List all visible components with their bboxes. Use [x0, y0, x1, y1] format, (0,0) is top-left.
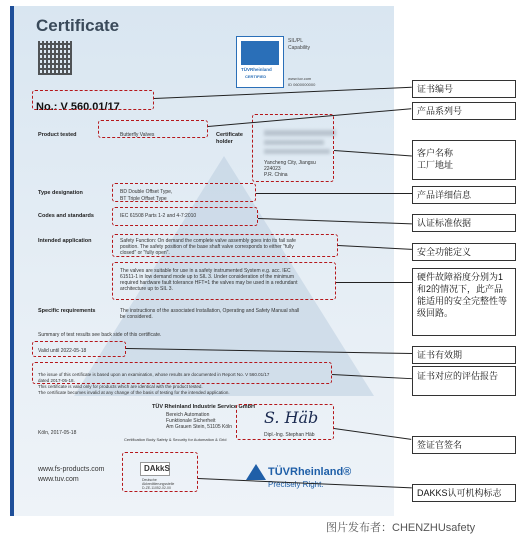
callout-report: 证书对应的评估报告: [412, 366, 516, 396]
holder-city: Yancheng City, Jiangsu: [264, 160, 316, 166]
issuer-line-1: Bereich Automation: [166, 412, 210, 418]
annotation-codes: [112, 207, 258, 226]
tuv-logo-icon: [246, 464, 266, 480]
website-2: www.tuv.com: [38, 476, 79, 483]
seal-brand: TÜVRheinland: [241, 67, 272, 72]
annotation-dakks: [122, 452, 198, 492]
tuv-seal-icon: [241, 41, 279, 65]
certificate-document: [10, 6, 394, 516]
annotation-product: [98, 120, 208, 138]
certificate-number: No.: V 560.01/17: [36, 101, 120, 113]
intended-value-3: closed" or "fully open".: [120, 250, 170, 256]
suitable-1: The valves are suitable for use in a safety instrumented System e.g. acc. IEC: [120, 268, 291, 274]
tuv-slogan: Precisely Right.: [268, 480, 324, 489]
dakks-sub-3: D-ZE-11052-02-00: [142, 486, 171, 490]
tuv-brand: TÜVRheinland®: [268, 466, 352, 478]
suitable-2: 61511-1 in low demand mode up to SIL 3. Under consideration of the minimum: [120, 274, 294, 280]
callout-standards: 认证标准依据: [412, 214, 516, 232]
issuer-line-3: Am Grauen Stein, 51105 Köln: [166, 424, 233, 430]
issue-text-2: dated 2017-05-18.: [38, 378, 75, 383]
annotation-valid: [32, 341, 126, 357]
place-date: Köln, 2017-05-18: [38, 430, 77, 436]
issue-text-1: The issue of this certificate is based upon an examination, whose results are documented in Report No. V 560.01/17: [38, 372, 270, 377]
publisher-footer: 图片发布者：CHENZHUsafety: [326, 522, 476, 534]
annotation-intended: [112, 234, 338, 257]
callout-signature: 签证官签名: [412, 436, 516, 454]
holder-country: P.R. China: [264, 172, 288, 178]
issue-text-3: This certificate is valid only for products which are identical with the product tested.: [38, 384, 203, 389]
holder-zip: 224023: [264, 166, 281, 172]
annotation-signature: [236, 404, 334, 440]
type-label: Type designation: [38, 190, 83, 196]
specific-label: Specific requirements: [38, 308, 96, 314]
codes-value: IEC 61508 Parts 1-2 and 4-7:2010: [120, 213, 197, 219]
annotation-report: [32, 362, 332, 384]
summary-text: Summary of test results see back side of this certificate.: [38, 332, 162, 338]
connector-type: [256, 193, 412, 194]
seal-text-1: SIL/PL: [288, 38, 304, 44]
intended-value-1: Safety Function: On demand the complete valve assembly goes into its fail safe: [120, 238, 296, 244]
dakks-text: DAkkS: [144, 464, 170, 473]
body-line: Certification Body Safety & Security for Automation & Grid: [124, 437, 227, 442]
callout-product-series: 产品系列号: [412, 102, 516, 120]
issue-text-4: The certificate becomes invalid at any change of the basis of testing for the intended application.: [38, 390, 230, 395]
seal-text-2: Capability: [288, 45, 310, 51]
callout-product-details: 产品详细信息: [412, 186, 516, 204]
specific-value-2: be considered.: [120, 314, 153, 320]
issuer-line-2: Funktionale Sicherheit: [166, 418, 216, 424]
tuv-certified-seal: [236, 36, 284, 88]
valid-until: Valid until 2022-05-18: [38, 348, 87, 354]
annotation-suitable: [112, 262, 336, 300]
product-tested-label: Product tested: [38, 132, 77, 138]
annotation-holder: [252, 114, 334, 182]
seal-url: www.tuv.com: [288, 76, 312, 81]
suitable-3: required hardware fault tolerance HFT=1 the valves may be used in a redundant: [120, 280, 298, 286]
connector-suitable: [336, 282, 412, 283]
type-value-2: BT Triple Offset Type: [120, 196, 167, 202]
holder-label: Certificate holder: [216, 132, 243, 145]
suitable-4: architecture up to SIL 3.: [120, 286, 173, 292]
qr-code-icon: [38, 41, 72, 75]
callout-customer: 客户名称 工厂地址: [412, 140, 516, 180]
type-value-1: BD Double Offset Type,: [120, 189, 173, 195]
signature: S. Häb: [264, 408, 319, 427]
dakks-sub-2: Akkreditierungsstelle: [142, 482, 175, 486]
intended-value-2: position. The safety position of the base shaft valve corresponds to either "fully: [120, 244, 294, 250]
annotation-cert-no: [32, 90, 154, 110]
intended-label: Intended application: [38, 238, 92, 244]
signer-name: Dipl.-Ing. Stephan Häb: [264, 432, 315, 438]
seal-id: ID 0600000000: [288, 82, 316, 87]
callout-cert-no: 证书编号: [412, 80, 516, 98]
dakks-sub-1: Deutsche: [142, 478, 157, 482]
website-1: www.fs-products.com: [38, 466, 105, 473]
annotation-type: [112, 183, 256, 202]
issuer-name: TÜV Rheinland Industrie Service GmbH: [152, 404, 255, 410]
callout-safety-function: 安全功能定义: [412, 243, 516, 261]
certificate-title: Certificate: [36, 16, 120, 35]
specific-value-1: The instructions of the associated Installation, Operating and Safety Manual shall: [120, 308, 300, 314]
callout-sil: 硬件故障裕度分别为1和2的情况下，此产品能适用的安全完整性等级回路。: [412, 268, 516, 336]
codes-label: Codes and standards: [38, 213, 94, 219]
product-tested-value: Butterfly Valves: [120, 132, 155, 138]
callout-dakks: DAKKS认可机构标志: [412, 484, 516, 502]
callout-validity: 证书有效期: [412, 346, 516, 364]
seal-certified: CERTIFIED: [245, 74, 267, 79]
